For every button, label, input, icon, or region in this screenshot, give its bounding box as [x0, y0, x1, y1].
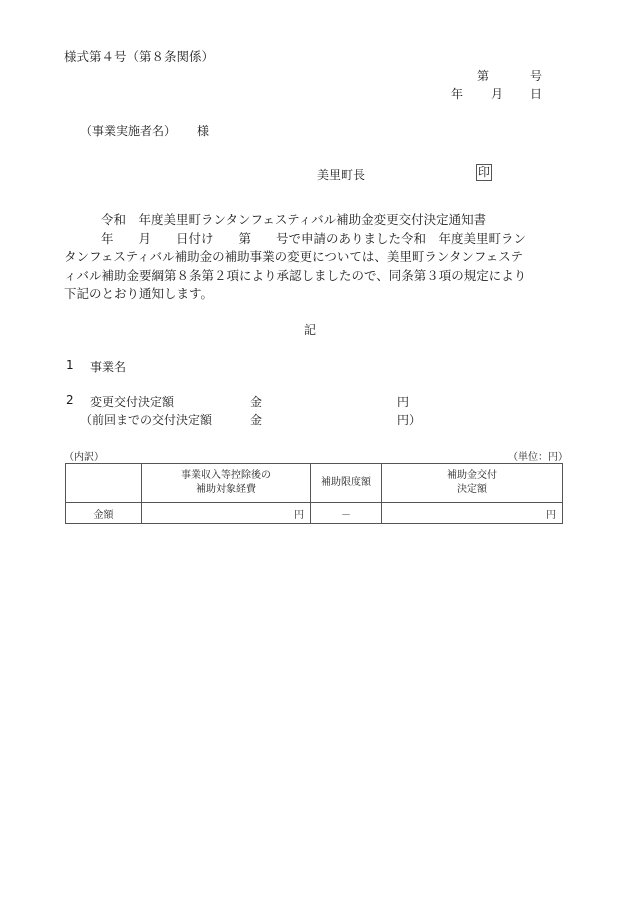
header-eligible-cost	[142, 464, 311, 503]
date-month: 月	[491, 87, 504, 101]
number-prefix: 第	[477, 69, 490, 83]
item-number: 2	[66, 393, 74, 407]
yen-label: 円）	[397, 413, 422, 427]
yen-label: 円	[397, 395, 410, 409]
eligible-cost-value: 円	[142, 503, 311, 524]
addressee-name: （事業実施者名）	[80, 124, 177, 138]
header-line: 補助対象経費	[196, 484, 256, 495]
row-label: 金額	[66, 503, 142, 524]
ki-heading: 記	[304, 323, 317, 337]
kin-label: 金	[250, 413, 263, 427]
addressee-honorific: 様	[197, 124, 210, 138]
date-year: 年	[451, 87, 464, 101]
body-line: 年 月 日付け 第 号で申請のありました令和 年度美里町ラン	[76, 230, 527, 246]
header-line: 事業収入等控除後の	[181, 470, 271, 481]
item-number: 1	[66, 358, 74, 372]
form-number-label: 様式第４号（第８条関係）	[64, 49, 215, 64]
header-empty-cell	[66, 464, 142, 503]
item-label: 変更交付決定額	[90, 395, 175, 409]
table-header-row	[66, 464, 563, 503]
number-suffix: 号	[530, 69, 543, 83]
previous-amount-label: （前回までの交付決定額	[80, 413, 213, 427]
breakdown-caption: （内訳）	[64, 452, 104, 463]
limit-value: －	[311, 503, 382, 524]
issuer-title: 美里町長	[317, 168, 366, 182]
decided-amount-value: 円	[382, 503, 563, 524]
unit-caption: （単位：円）	[508, 452, 568, 463]
kin-label: 金	[250, 395, 263, 409]
date-day: 日	[530, 87, 543, 101]
header-limit: 補助限度額	[311, 464, 382, 503]
document-title: 令和 年度美里町ランタンフェスティバル補助金変更交付決定通知書	[101, 212, 487, 227]
body-line: 下記のとおり通知します。	[64, 286, 214, 301]
header-line: 決定額	[457, 484, 487, 495]
table-row	[66, 503, 563, 524]
breakdown-table	[65, 463, 563, 524]
body-line: タンフェスティバル補助金の補助事業の変更については、美里町ランタンフェステ	[64, 249, 524, 264]
header-line: 補助金交付	[447, 470, 497, 481]
seal-mark: 印	[478, 165, 491, 179]
notice-body	[64, 211, 564, 304]
item-label: 事業名	[90, 360, 127, 374]
body-line: ィバル補助金要綱第８条第２項により承認しましたので、同条第３項の規定により	[64, 267, 527, 283]
header-decided-amount	[382, 464, 563, 503]
